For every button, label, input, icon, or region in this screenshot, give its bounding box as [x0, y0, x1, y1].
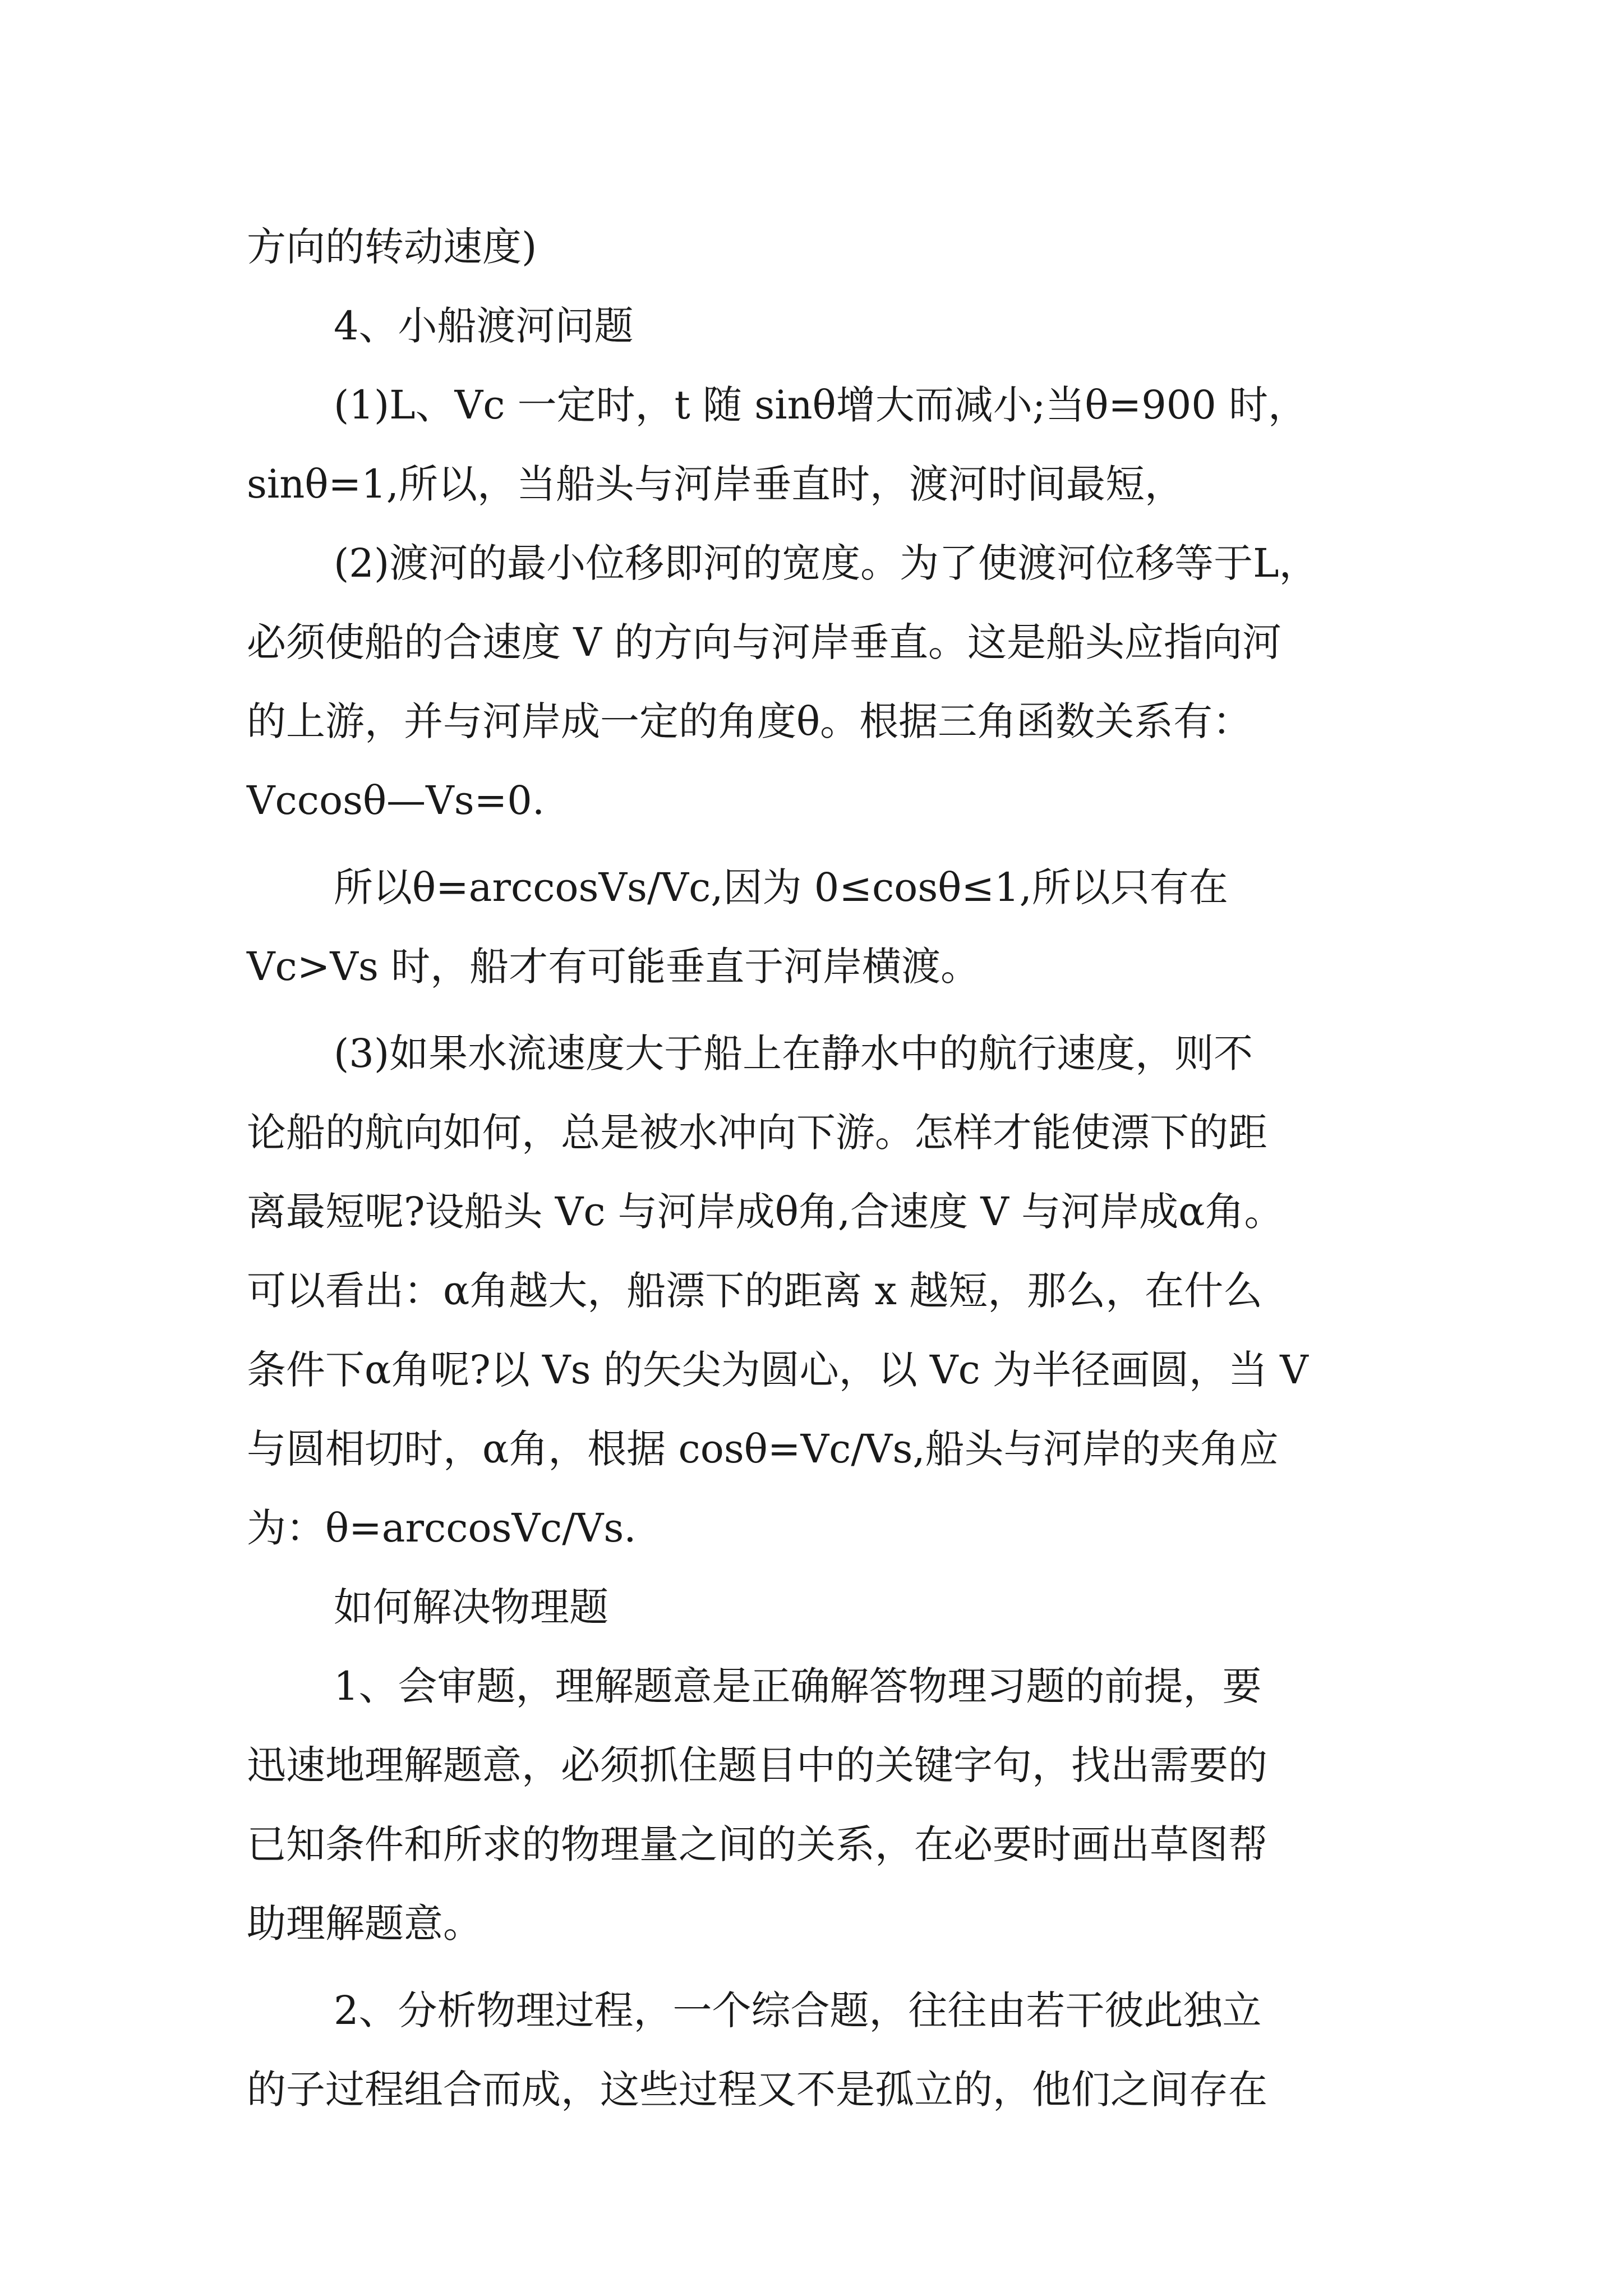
text-line: 条件下α角呢?以 Vs 的矢尖为圆心，以 Vc 为半径画圆，当 V: [247, 1347, 1308, 1393]
text-line: 离最短呢?设船头 Vc 与河岸成θ角,合速度 V 与河岸成α角。: [247, 1189, 1284, 1235]
text-line: Vc>Vs 时，船才有可能垂直于河岸横渡。: [247, 944, 980, 990]
text-line: 2、分析物理过程，一个综合题，往往由若干彼此独立: [334, 1987, 1262, 2033]
text-line: (3)如果水流速度大于船上在静水中的航行速度，则不: [334, 1030, 1253, 1076]
text-line: 所以θ=arccosVs/Vc,因为 0≤cosθ≤1,所以只有在: [334, 864, 1228, 910]
text-line: 论船的航向如何，总是被水冲向下游。怎样才能使漂下的距: [247, 1110, 1267, 1156]
text-line: 1、会审题，理解题意是正确解答物理习题的前提，要: [334, 1663, 1262, 1709]
text-line: (1)L、Vc 一定时，t 随 sinθ增大而减小;当θ=900 时，: [334, 382, 1308, 428]
text-line: 的子过程组合而成，这些过程又不是孤立的，他们之间存在: [247, 2067, 1267, 2113]
section-heading: 4、小船渡河问题: [334, 303, 634, 349]
text-line: 方向的转动速度): [247, 224, 537, 270]
body-text: [247, 208, 1385, 2129]
text-line: 与圆相切时，α角，根据 cosθ=Vc/Vs,船头与河岸的夹角应: [247, 1426, 1279, 1472]
text-line: 助理解题意。: [247, 1901, 482, 1947]
text-line: 为：θ=arccosVc/Vs.: [247, 1505, 637, 1551]
section-heading: 如何解决物理题: [334, 1584, 608, 1630]
text-line: 迅速地理解题意，必须抓住题目中的关键字句，找出需要的: [247, 1742, 1267, 1788]
text-line: 已知条件和所求的物理量之间的关系，在必要时画出草图帮: [247, 1821, 1267, 1867]
text-line: sinθ=1,所以，当船头与河岸垂直时，渡河时间最短，: [247, 461, 1184, 507]
text-line: Vccosθ—Vs=0.: [247, 777, 545, 823]
text-line: 必须使船的合速度 V 的方向与河岸垂直。这是船头应指向河: [247, 619, 1282, 665]
text-line: 可以看出：α角越大，船漂下的距离 x 越短，那么，在什么: [247, 1268, 1263, 1314]
text-line: (2)渡河的最小位移即河的宽度。为了使渡河位移等于L，: [334, 540, 1318, 586]
text-line: 的上游，并与河岸成一定的角度θ。根据三角函数关系有：: [247, 698, 1252, 744]
